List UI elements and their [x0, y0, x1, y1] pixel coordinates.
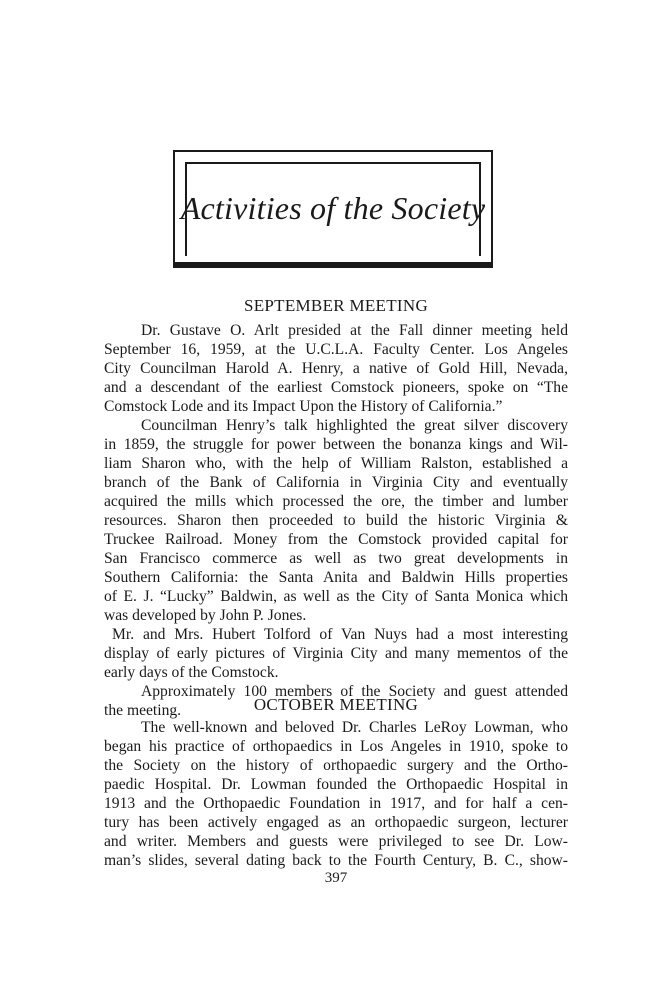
- title-inner-frame: [180, 162, 486, 256]
- text-line: and a descendant of the earliest Comstock pioneers, spoke on “The: [104, 379, 568, 396]
- section-heading-september: SEPTEMBER MEETING: [243, 296, 429, 315]
- text-line: paedic Hospital. Dr. Lowman founded the Orthopaedic Hospital in: [104, 776, 568, 793]
- page-number: 397: [324, 870, 348, 886]
- text-line: was developed by John P. Jones.: [104, 607, 307, 624]
- text-line: The well-known and beloved Dr. Charles LeRoy Lowman, who: [141, 719, 568, 736]
- section-heading-october: OCTOBER MEETING: [253, 695, 419, 714]
- text-line: acquired the mills which processed the ore, the timber and lumber: [104, 493, 568, 510]
- text-line: 1913 and the Orthopaedic Foundation in 1917, and for half a cen-: [104, 795, 568, 812]
- text-line: and writer. Members and guests were privileged to see Dr. Low-: [104, 833, 568, 850]
- text-line: San Francisco commerce as well as two great developments in: [104, 550, 568, 567]
- text-line: Truckee Railroad. Money from the Comstock provided capital for: [104, 531, 568, 548]
- october-body: [104, 718, 568, 870]
- text-line: Comstock Lode and its Impact Upon the History of California.”: [104, 398, 503, 415]
- text-line: man’s slides, several dating back to the Fourth Century, B. C., show-: [104, 852, 568, 869]
- text-line: Southern California: the Santa Anita and Baldwin Hills properties: [104, 569, 568, 586]
- text-line: City Councilman Harold A. Henry, a native of Gold Hill, Nevada,: [104, 360, 568, 377]
- text-line: Approximately 100 members of the Society and guest attended: [141, 683, 568, 700]
- text-line: Mr. and Mrs. Hubert Tolford of Van Nuys had a most interesting: [112, 626, 568, 643]
- text-line: of E. J. “Lucky” Baldwin, as well as the City of Santa Monica which: [104, 588, 568, 605]
- text-line: early days of the Comstock.: [104, 664, 279, 681]
- text-line: liam Sharon who, with the help of William Ralston, established a: [104, 455, 568, 472]
- text-line: the Society on the history of orthopaedic surgery and the Ortho-: [104, 757, 568, 774]
- text-line: the meeting.: [104, 702, 182, 719]
- text-line: Dr. Gustave O. Arlt presided at the Fall dinner meeting held: [141, 322, 568, 339]
- text-line: in 1859, the struggle for power between the bonanza kings and Wil-: [104, 436, 568, 453]
- text-line: began his practice of orthopaedics in Los Angeles in 1910, spoke to: [104, 738, 568, 755]
- text-line: branch of the Bank of California in Virginia City and eventually: [104, 474, 568, 491]
- text-line: tury has been actively engaged as an orthopaedic surgeon, lecturer: [104, 814, 568, 831]
- text-line: resources. Sharon then proceeded to build the historic Virginia &: [104, 512, 568, 529]
- title-frame: [173, 150, 493, 268]
- september-body: [104, 321, 568, 720]
- text-line: September 16, 1959, at the U.C.L.A. Faculty Center. Los Angeles: [104, 341, 568, 358]
- text-line: display of early pictures of Virginia City and many mementos of the: [104, 645, 568, 662]
- text-line: Councilman Henry’s talk highlighted the great silver discovery: [141, 417, 568, 434]
- page-title: Activities of the Society: [180, 189, 486, 226]
